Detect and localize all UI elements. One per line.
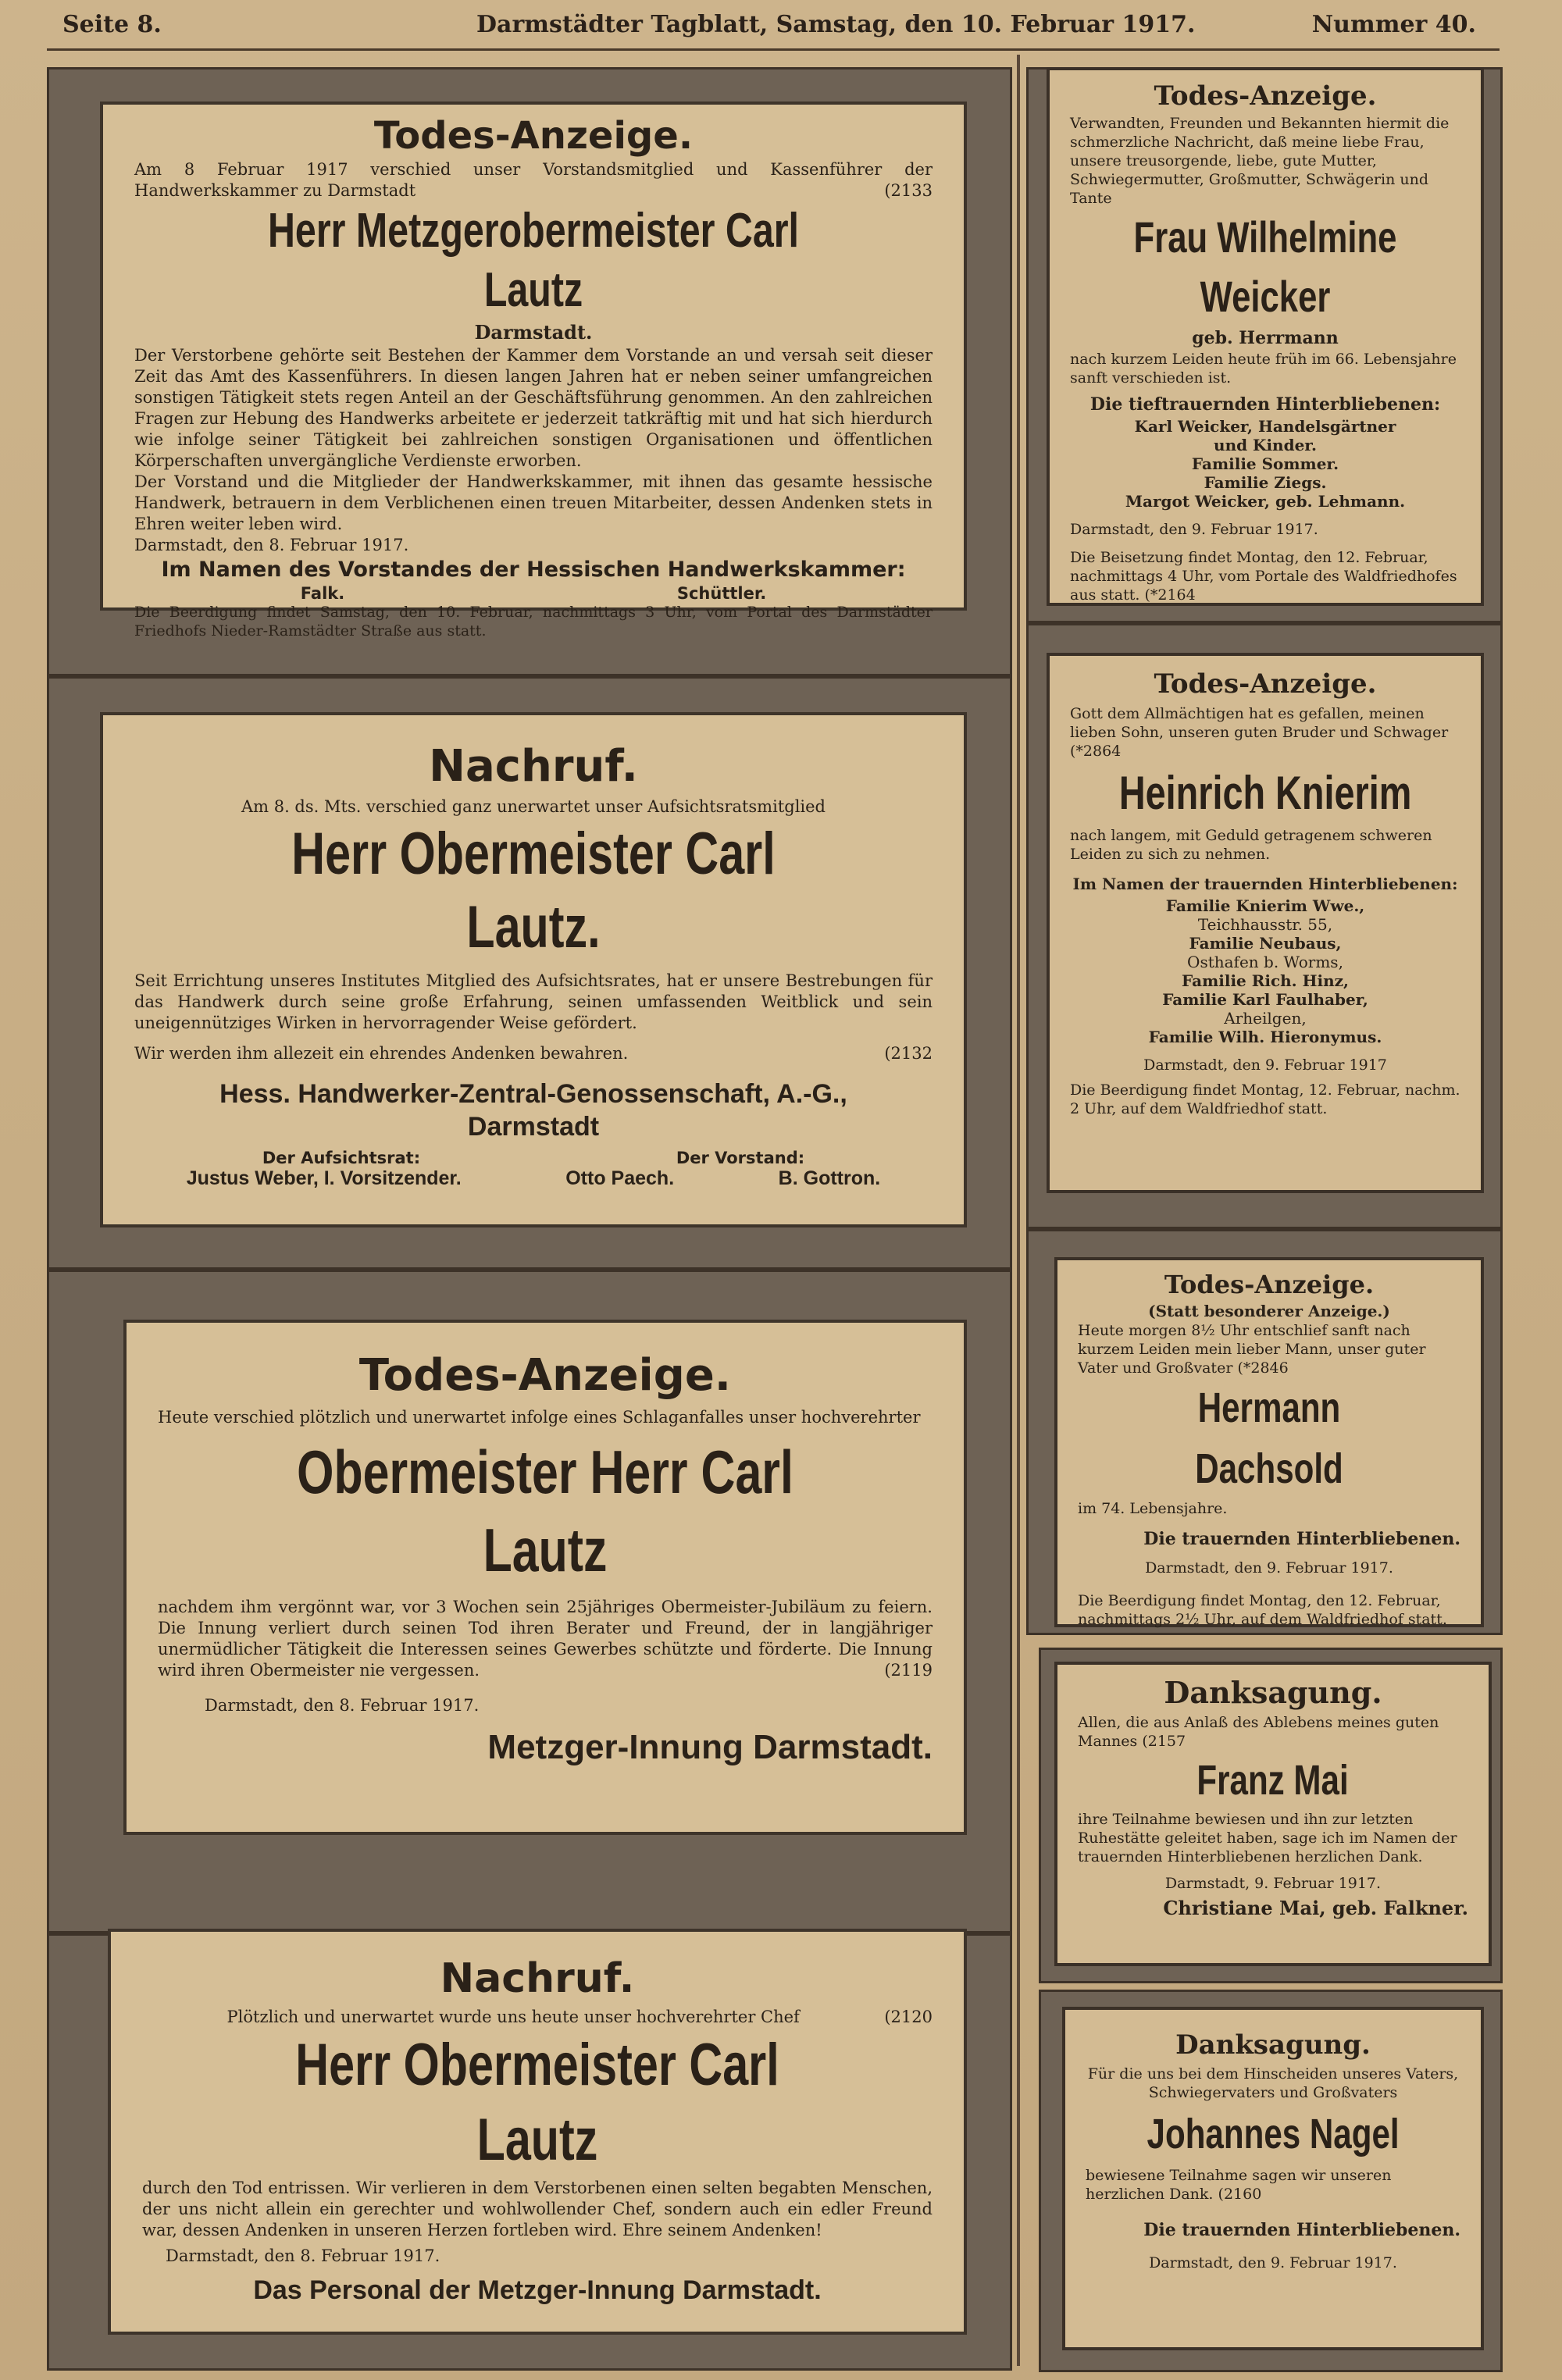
signature: B. Gottron.	[778, 1167, 881, 1189]
ad-heading: Todes-Anzeige.	[1154, 668, 1377, 700]
ad-date: Darmstadt, den 9. Februar 1917.	[1070, 521, 1318, 538]
ad-heading: Danksagung.	[1164, 1675, 1382, 1710]
deceased-name: Hermann Dachsold	[1195, 1384, 1343, 1492]
ad-date: Darmstadt, den 8. Februar 1917.	[166, 2246, 440, 2265]
ad-body-row	[158, 1597, 933, 1681]
funeral-info: Die Beerdigung findet Montag, 12. Februar, nachm. 2 Uhr, auf dem Waldfriedhof statt.	[1070, 1081, 1460, 1117]
page-number: Seite 8.	[62, 11, 162, 38]
ad-date: Darmstadt, den 9. Februar 1917.	[1145, 1559, 1393, 1577]
mourner: Margot Weicker, geb. Lehmann.	[1125, 492, 1406, 511]
mourner: Familie Karl Faulhaber,	[1162, 990, 1368, 1009]
ad-reference: (2133	[884, 181, 933, 200]
ad-heading: Nachruf.	[429, 741, 638, 792]
column-divider	[1017, 55, 1020, 2366]
death-notice-knierim	[1047, 653, 1484, 1193]
ad-intro: Verwandten, Freunden und Bekannten hiermit die schmerzliche Nachricht, daß meine liebe Frau, unsere treusorgende, liebe, gute Mutter, Schwiegermutter, Großmutter, Schwägerin und Tante	[1070, 115, 1450, 207]
ad-reference: (2160	[1218, 2186, 1262, 2203]
issue-number: Nummer 40.	[1311, 11, 1476, 38]
mourner: und Kinder.	[1214, 436, 1317, 454]
deceased-name: Heinrich Knierim	[1118, 767, 1412, 819]
ad-heading: Todes-Anzeige.	[1164, 1270, 1375, 1299]
ad-reference: (*2846	[1237, 1359, 1289, 1377]
ad-age: im 74. Lebensjahre.	[1078, 1500, 1228, 1517]
mourner: Familie Sommer.	[1191, 454, 1339, 473]
header-rule	[47, 48, 1500, 51]
ad-heading: Danksagung.	[1175, 2029, 1371, 2061]
deceased-name: Herr Metzgerobermeister Carl Lautz	[268, 204, 799, 317]
ad-intro-row	[1078, 1713, 1468, 1751]
ad-date: Darmstadt, 9. Februar 1917.	[1164, 1875, 1382, 1892]
mourners-label: Die trauernden Hinterbliebenen.	[1143, 2220, 1460, 2240]
ad-heading: Todes-Anzeige.	[1154, 80, 1377, 112]
deceased-name: Franz Mai	[1196, 1757, 1350, 1804]
ad-reference: (*2864	[1070, 743, 1122, 760]
ad-reference: (*2164	[1144, 586, 1196, 604]
mourners-label: Im Namen der trauernden Hinterbliebenen:	[1072, 875, 1458, 893]
deceased-name: Frau Wilhelmine Weicker	[1133, 212, 1397, 321]
ad-signatures	[134, 584, 933, 603]
signature: Falk.	[300, 584, 345, 603]
funeral-info: Die Beerdigung findet Samstag, den 10. Februar, nachmittags 3 Uhr, vom Portal des Darmstädter Friedhofs Nieder-Ramstädter Straße aus statt.	[134, 604, 933, 640]
board-labels	[134, 1149, 933, 1167]
ad-text: nach langem, mit Geduld getragenem schweren Leiden zu sich zu nehmen.	[1070, 827, 1432, 863]
death-notice-handwerkskammer	[100, 102, 967, 640]
ad-intro-row	[1070, 704, 1460, 761]
ad-body: nachdem ihm vergönnt war, vor 3 Wochen sein 25jähriges Obermeister-Jubiläum zu feiern. Die Innung verliert durch seinen Tod ihren Berater und Freund, der in langjähriger unermüdlicher Tätigkeit die Interessen seines Gewerbes schützte und förderte. Die Innung wird ihren Obermeister nie vergessen.	[158, 1598, 933, 1680]
thanks-nagel	[1062, 2007, 1484, 2350]
ad-place: Darmstadt	[467, 1112, 600, 1142]
mourners-label: Die tieftrauernden Hinterbliebenen:	[1089, 394, 1441, 415]
ad-intro-row	[142, 2007, 933, 2028]
ad-intro: Gott dem Allmächtigen hat es gefallen, meinen lieben Sohn, unseren guten Bruder und Schwager	[1070, 705, 1449, 741]
signature: Schüttler.	[676, 584, 767, 603]
mourner-address: Osthafen b. Worms,	[1187, 953, 1343, 971]
page-header	[62, 11, 1476, 42]
funeral-info-row	[1070, 548, 1460, 604]
mourner: Familie Ziegs.	[1204, 473, 1327, 492]
funeral-info: Die Beisetzung findet Montag, den 12. Februar, nachmittags 4 Uhr, vom Portale des Waldfriedhofes aus statt.	[1070, 549, 1457, 604]
maiden-name: geb. Herrmann	[1192, 328, 1339, 348]
funeral-info: Die Beerdigung findet Montag, den 12. Februar, nachmittags 2½ Uhr, auf dem Waldfriedhof statt.	[1078, 1592, 1447, 1628]
ad-heading: Todes-Anzeige.	[358, 1350, 732, 1401]
ad-body: Seit Errichtung unseres Institutes Mitglied des Aufsichtsrates, hat er unsere Bestrebungen für das Handwerk durch seine große Erfahrung, seinen umfassenden Weitblick und sein uneigennütziges Wirken in hervorragender Weise gefördert.	[134, 971, 933, 1032]
newspaper-title: Darmstädter Tagblatt, Samstag, den 10. Februar 1917.	[476, 11, 1196, 38]
death-notice-weicker	[1047, 67, 1484, 606]
ad-organisation: Hess. Handwerker-Zentral-Genossenschaft, A.-G.,	[219, 1079, 847, 1109]
ad-reference: (2120	[884, 2008, 933, 2026]
ad-text: ihre Teilnahme bewiesen und ihn zur letzten Ruhestätte geleitet haben, sage ich im Namen der trauernden Hinterbliebenen herzlichen Dank.	[1078, 1811, 1457, 1865]
deceased-name: Johannes Nagel	[1147, 2111, 1400, 2157]
ad-subheading: (Statt besonderer Anzeige.)	[1148, 1302, 1390, 1320]
mourner: Familie Neubaus,	[1189, 934, 1342, 953]
signature: Justus Weber, I. Vorsitzender.	[186, 1167, 462, 1189]
ad-date: Darmstadt, den 9. Februar 1917	[1143, 1056, 1387, 1074]
deceased-name: Herr Obermeister Carl Lautz	[295, 2032, 779, 2173]
ad-intro: Für die uns bei dem Hinscheiden unseres Vaters, Schwiegervaters und Großvaters	[1087, 2065, 1459, 2101]
mourner: Familie Knierim Wwe.,	[1165, 896, 1365, 915]
mourner-address: Arheilgen,	[1224, 1009, 1307, 1028]
signature: Otto Paech.	[565, 1167, 675, 1189]
death-notice-dachsold	[1054, 1257, 1484, 1627]
signature: Christiane Mai, geb. Falkner.	[1163, 1897, 1468, 1919]
obituary-genossenschaft	[100, 712, 967, 1227]
ad-body: durch den Tod entrissen. Wir verlieren in dem Verstorbenen einen selten begabten Menschen, der uns nicht allein ein gerechter und wohlwollender Chef, sondern auch ein edler Freund war, dessen Andenken in unseren Herzen fortleben wird. Ehre seinem Andenken!	[142, 2179, 933, 2239]
mourner: Familie Wilh. Hieronymus.	[1148, 1028, 1382, 1046]
ad-reference: (2119	[884, 1661, 933, 1680]
mourners-label: Die trauernden Hinterbliebenen.	[1143, 1529, 1460, 1549]
ad-organisation: Im Namen des Vorstandes der Hessischen Handwerkskammer:	[161, 558, 906, 582]
mourner-address: Teichhausstr. 55,	[1197, 915, 1333, 934]
thanks-mai	[1054, 1662, 1492, 1966]
ad-reference: (2157	[1142, 1733, 1186, 1750]
ad-closing: Wir werden ihm allezeit ein ehrendes Andenken bewahren.	[134, 1044, 629, 1063]
supervisory-board-label: Der Aufsichtsrat:	[262, 1149, 421, 1167]
ad-intro-row	[1078, 1321, 1460, 1377]
ad-date: Darmstadt, den 9. Februar 1917.	[1149, 2254, 1397, 2271]
ad-heading: Nachruf.	[440, 1955, 635, 2002]
ad-date: Darmstadt, den 8. Februar 1917.	[134, 536, 409, 554]
death-notice-metzger-innung	[123, 1320, 967, 1835]
ad-organisation: Metzger-Innung Darmstadt.	[487, 1728, 933, 1766]
ad-place: Darmstadt.	[474, 321, 593, 344]
ad-closing-row	[134, 1043, 933, 1064]
ad-text: bewiesene Teilnahme sagen wir unseren herzlichen Dank.	[1086, 2167, 1392, 2203]
ad-body-2: Der Vorstand und die Mitglieder der Handwerkskammer, mit ihnen das gesamte hessische Handwerk, betrauern in dem Verblichenen einen treuen Mitarbeiter, dessen Andenken stets in Ehren weiter leben wird.	[134, 472, 933, 533]
ad-intro: Heute morgen 8½ Uhr entschlief sanft nach kurzem Leiden mein lieber Mann, unser guter Vater und Großvater	[1078, 1322, 1426, 1377]
obituary-personal	[108, 1929, 967, 2335]
ad-heading: Todes-Anzeige.	[373, 114, 694, 158]
ad-text-row	[1086, 2166, 1460, 2204]
ad-intro: Allen, die aus Anlaß des Ablebens meines guten Mannes	[1078, 1714, 1439, 1750]
board-signatures	[134, 1167, 933, 1190]
deceased-name: Herr Obermeister Carl Lautz.	[291, 821, 776, 960]
mourner: Familie Rich. Hinz,	[1182, 971, 1349, 990]
ad-organisation: Das Personal der Metzger-Innung Darmstadt.	[253, 2275, 822, 2305]
ad-reference: (2132	[884, 1044, 933, 1063]
ad-intro-row	[134, 159, 933, 201]
ad-intro: Heute verschied plötzlich und unerwartet infolge eines Schlaganfalles unser hochverehrter	[158, 1408, 921, 1427]
ad-body: Der Verstorbene gehörte seit Bestehen der Kammer dem Vorstande an und versah seit dieser Zeit das Amt des Kassenführers. In diesen langen Jahren hat er neben seiner umfangreichen sonstigen Tätigkeit stets regen Anteil an der Geschäftsführung genommen. An den zahlreichen Fragen zur Hebung des Handwerks arbeitete er jederzeit tatkräftig mit und hat sich hierdurch wie infolge seiner Tätigkeit bei zahlreichen sonstigen Organisationen und öffentlichen Körperschaften unvergängliche Verdienste erworben.	[134, 346, 933, 470]
ad-intro: Am 8 Februar 1917 verschied unser Vorstandsmitglied und Kassenführer der Handwerkskammer zu Darmstadt	[134, 160, 933, 200]
mourner: Karl Weicker, Handelsgärtner	[1134, 417, 1396, 436]
ad-intro: Am 8. ds. Mts. verschied ganz unerwartet unser Aufsichtsratsmitglied	[241, 797, 826, 816]
ad-intro: Plötzlich und unerwartet wurde uns heute unser hochverehrter Chef	[226, 2008, 800, 2026]
ad-date: Darmstadt, den 8. Februar 1917.	[205, 1696, 480, 1715]
ad-text: nach kurzem Leiden heute früh im 66. Lebensjahre sanft verschieden ist.	[1070, 351, 1457, 387]
management-board-label: Der Vorstand:	[676, 1149, 805, 1167]
deceased-name: Obermeister Herr Carl Lautz	[297, 1438, 793, 1584]
